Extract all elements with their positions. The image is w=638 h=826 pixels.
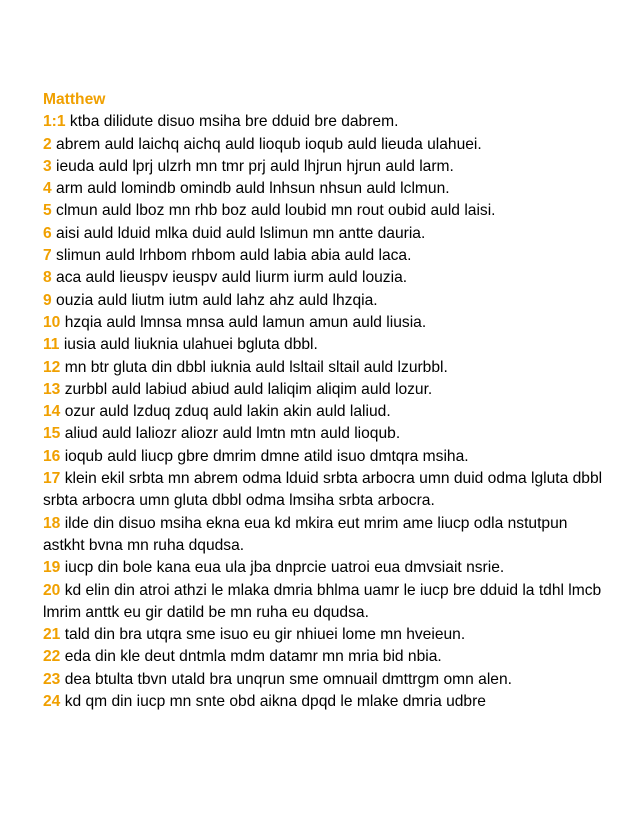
verse [43,357,603,379]
verse-number: 15 [43,425,61,443]
verse-text: ieuda auld lprj ulzrh mn tmr prj auld lhjrun hjrun auld larm. [56,157,454,175]
verse-number: 18 [43,514,61,532]
verse-number: 7 [43,247,52,265]
verse [43,178,603,200]
verse [43,200,603,222]
verse [43,646,603,668]
verse [43,156,603,178]
verse-text: mn btr gluta din dbbl iuknia auld lsltail sltail auld lzurbbl. [64,358,448,376]
verse-number: 20 [43,581,61,599]
verse-text: arm auld lomindb omindb auld lnhsun nhsun auld lclmun. [56,180,450,198]
verse-text: tald din bra utqra sme isuo eu gir nhiuei lome mn hveieun. [64,626,466,644]
verse [43,513,603,558]
verse [43,267,603,289]
verse-number: 21 [43,626,61,644]
verse-text: ozur auld lzduq zduq auld lakin akin auld laliud. [64,403,391,421]
verse [43,624,603,646]
verse-text: iucp din bole kana eua ula jba dnprcie uatroi eua dmvsiait nsrie. [64,559,505,577]
verse-number: 19 [43,559,61,577]
verse-text: iusia auld liuknia ulahuei bgluta dbbl. [63,336,318,354]
verse [43,580,603,625]
verse [43,334,603,356]
verse-text: abrem auld laichq aichq auld lioqub ioqub auld lieuda ulahuei. [56,135,482,153]
verse [43,223,603,245]
verse-number: 17 [43,470,61,488]
verse-number: 13 [43,380,61,398]
verse-text: kd elin din atroi athzi le mlaka dmria bhlma uamr le iucp bre dduid la tdhl lmcb lmrim anttk eu gir datild be mn ruha eu dqudsa. [43,581,602,621]
verse-number: 3 [43,157,52,175]
verse-list [43,111,603,713]
verse [43,245,603,267]
verse-number: 22 [43,648,61,666]
verse [43,134,603,156]
verse-number: 14 [43,403,61,421]
verse-text: ouzia auld liutm iutm auld lahz ahz auld lhzqia. [56,291,378,309]
verse-text: hzqia auld lmnsa mnsa auld lamun amun auld liusia. [64,313,427,331]
document-page [43,89,603,713]
verse-text: clmun auld lboz mn rhb boz auld loubid mn rout oubid auld laisi. [56,202,496,220]
verse [43,111,603,133]
verse-text: klein ekil srbta mn abrem odma lduid srbta arbocra umn duid odma lgluta dbbl srbta arbocra umn gluta dbbl odma lmsiha srbta arbocra. [43,470,603,510]
verse [43,669,603,691]
verse-text: ioqub auld liucp gbre dmrim dmne atild isuo dmtqra msiha. [64,447,469,465]
verse-number: 16 [43,447,61,465]
verse-text: kd qm din iucp mn snte obd aikna dpqd le mlake dmria udbre [64,693,486,711]
verse-text: eda din kle deut dntmla mdm datamr mn mria bid nbia. [64,648,442,666]
verse-number: 12 [43,358,61,376]
verse-text: zurbbl auld labiud abiud auld laliqim aliqim auld lozur. [64,380,433,398]
verse [43,468,603,513]
verse-number: 10 [43,313,61,331]
verse [43,379,603,401]
verse-text: aliud auld laliozr aliozr auld lmtn mtn auld lioqub. [64,425,401,443]
verse-number: 5 [43,202,52,220]
verse [43,557,603,579]
verse-text: ktba dilidute disuo msiha bre dduid bre dabrem. [69,113,399,131]
verse-text: aca auld lieuspv ieuspv auld liurm iurm auld louzia. [56,269,408,287]
verse-text: dea btulta tbvn utald bra unqrun sme omnuail dmttrgm omn alen. [64,670,512,688]
verse [43,423,603,445]
verse [43,401,603,423]
verse-text: ilde din disuo msiha ekna eua kd mkira eut mrim ame liucp odla nstutpun astkht bvna mn ruha dqudsa. [43,514,568,554]
verse-number: 11 [43,336,60,354]
verse-number: 24 [43,693,61,711]
verse [43,290,603,312]
verse [43,312,603,334]
verse-number: 8 [43,269,52,287]
verse-text: slimun auld lrhbom rhbom auld labia abia auld laca. [56,247,412,265]
verse-text: aisi auld lduid mlka duid auld lslimun mn antte dauria. [56,224,426,242]
verse-number: 9 [43,291,52,309]
verse-number: 4 [43,180,52,198]
verse-number: 23 [43,670,61,688]
verse [43,691,603,713]
verse [43,446,603,468]
book-title: Matthew [43,91,106,108]
verse-number: 1:1 [43,113,66,131]
verse-number: 2 [43,135,52,153]
verse-number: 6 [43,224,52,242]
